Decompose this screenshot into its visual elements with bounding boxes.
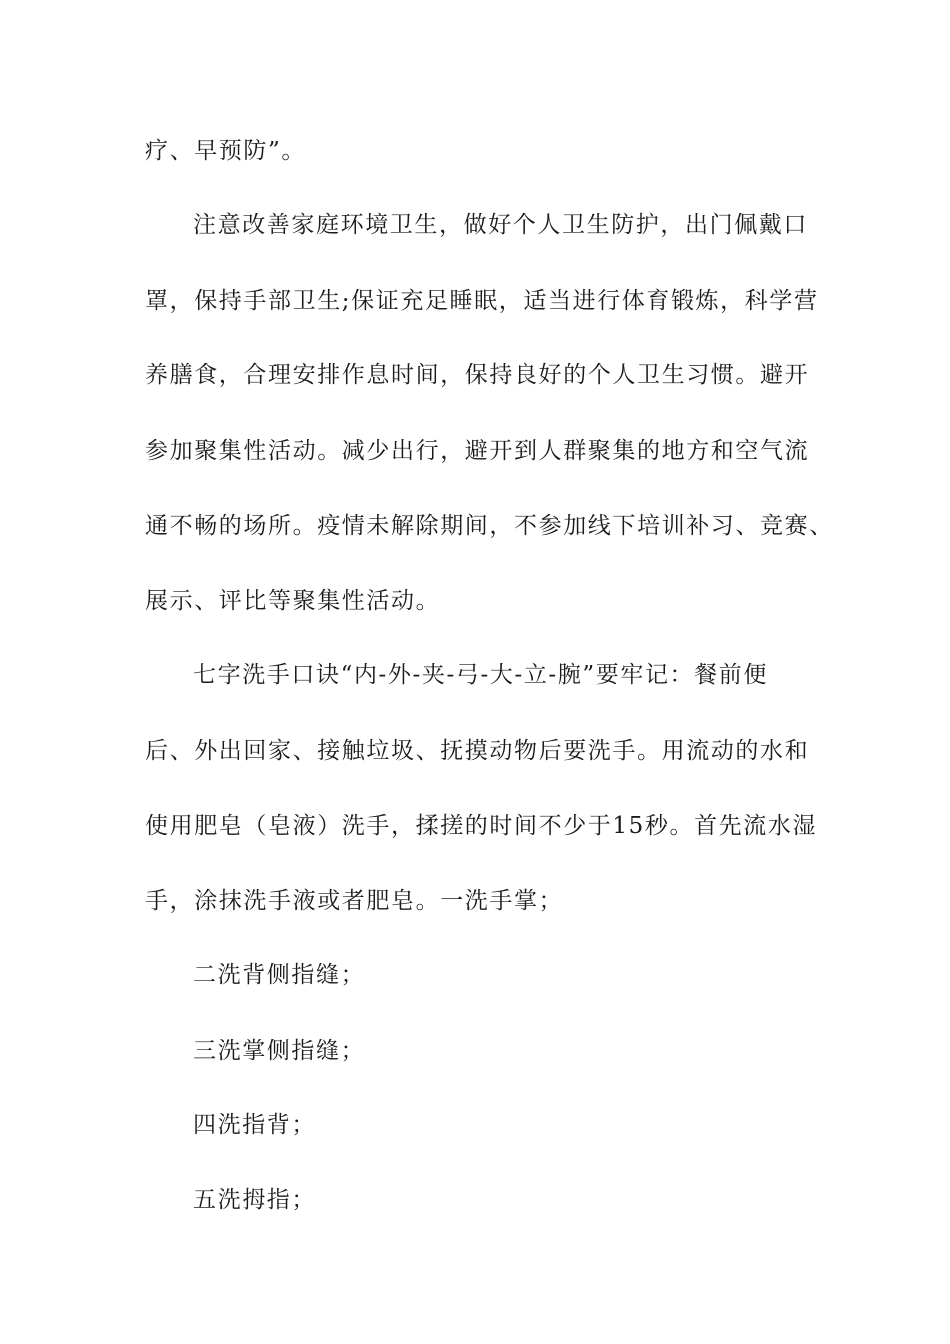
text-line: 手，涂抹洗手液或者肥皂。一洗手掌； — [145, 888, 564, 914]
text-line: 展示、评比等聚集性活动。 — [145, 588, 441, 614]
text-line: 使用肥皂（皂液）洗手，揉搓的时间不少于15秒。首先流水湿 — [145, 813, 818, 839]
paragraph-first-line: 注意改善家庭环境卫生，做好个人卫生防护，出门佩戴口 — [193, 212, 808, 238]
list-item: 三洗掌侧指缝； — [193, 1038, 366, 1064]
list-item: 五洗拇指； — [193, 1187, 316, 1213]
paragraph-first-line: 七字洗手口诀“内-外-夹-弓-大-立-腕”要牢记：餐前便 — [193, 662, 768, 688]
text-line: 通不畅的场所。疫情未解除期间，不参加线下培训补习、竞赛、 — [145, 513, 834, 539]
text-line: 后、外出回家、接触垃圾、抚摸动物后要洗手。用流动的水和 — [145, 738, 810, 764]
list-item: 四洗指背； — [193, 1112, 316, 1138]
text-line: 罩，保持手部卫生;保证充足睡眠，适当进行体育锻炼，科学营 — [145, 288, 819, 314]
list-item: 二洗背侧指缝； — [193, 962, 366, 988]
text-line: 疗、早预防”。 — [145, 138, 306, 164]
text-line: 养膳食，合理安排作息时间，保持良好的个人卫生习惯。避开 — [145, 362, 810, 388]
text-line: 参加聚集性活动。减少出行，避开到人群聚集的地方和空气流 — [145, 438, 810, 464]
